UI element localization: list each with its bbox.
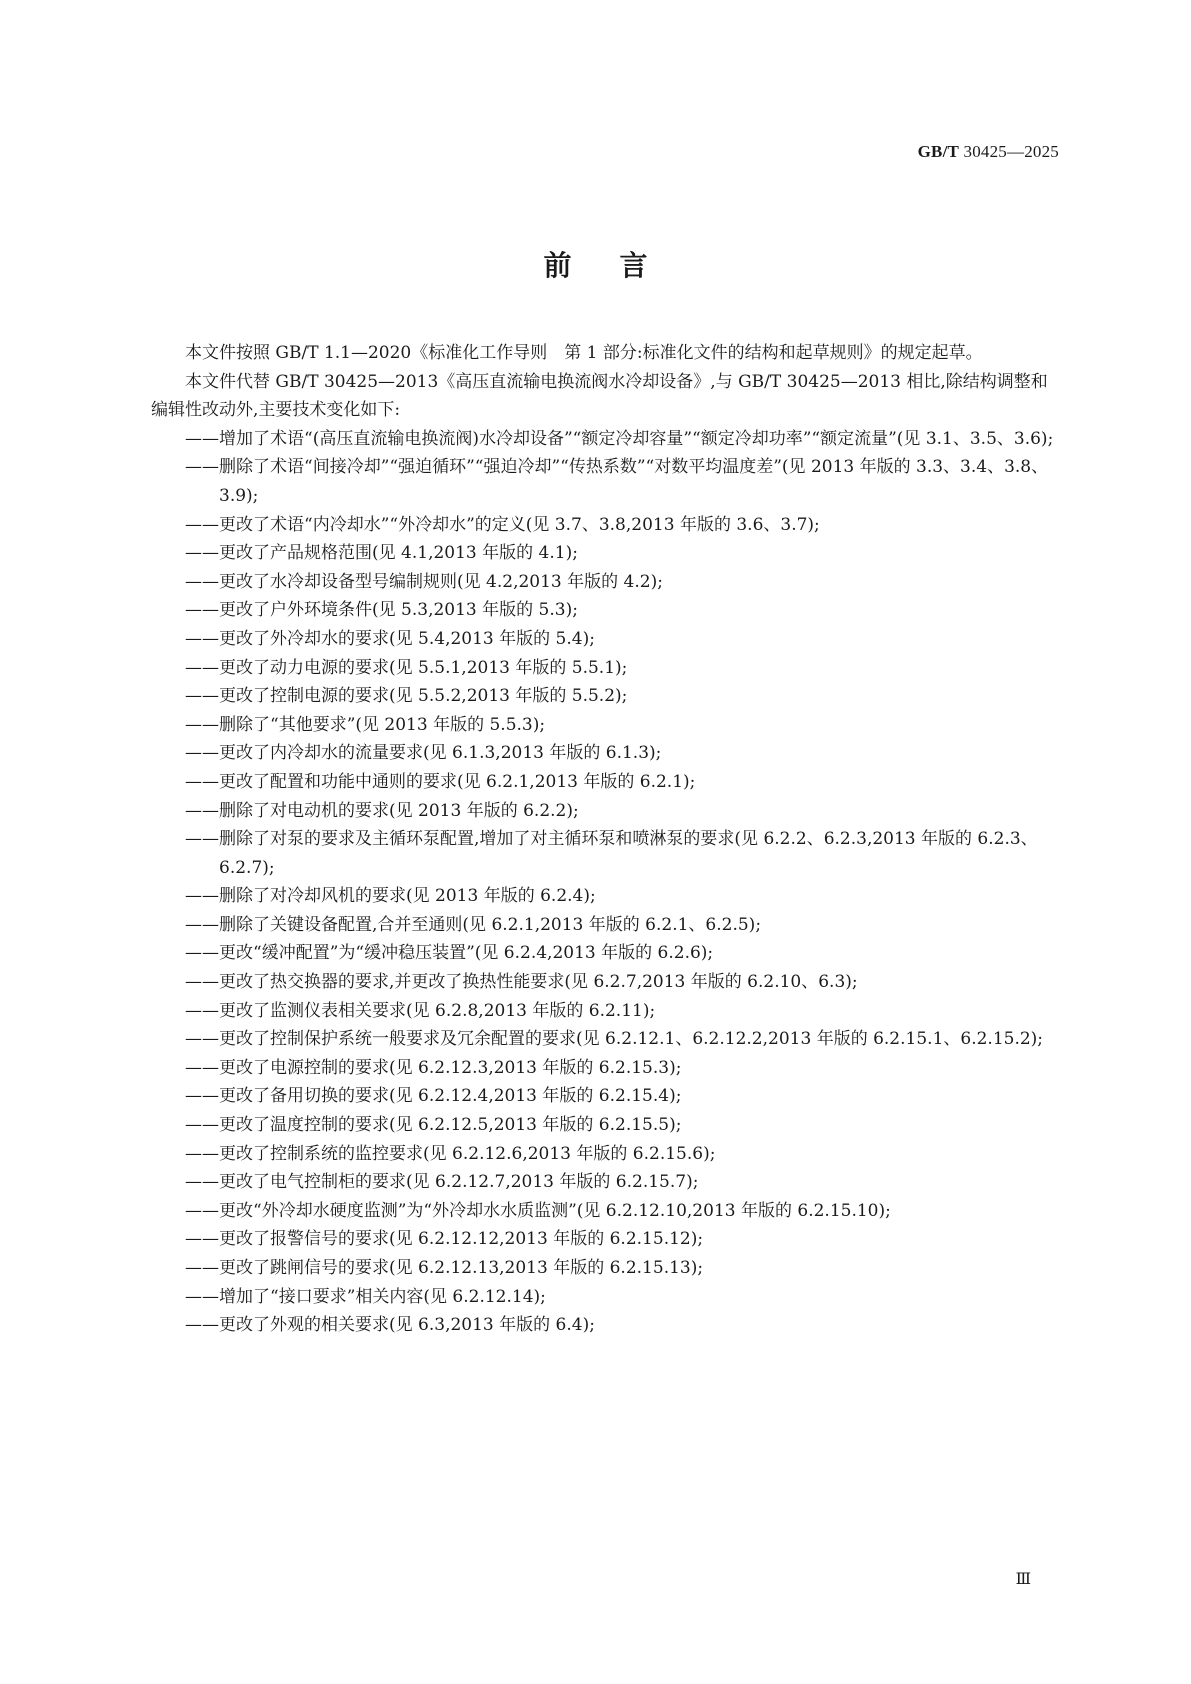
list-item: ——更改“缓冲配置”为“缓冲稳压装置”(见 6.2.4,2013 年版的 6.2.6); [185,943,714,964]
list-item: ——更改了跳闸信号的要求(见 6.2.12.13,2013 年版的 6.2.15.13); [185,1258,704,1278]
list-item: ——删除了关键设备配置,合并至通则(见 6.2.1,2013 年版的 6.2.1、6.2.5); [185,914,762,935]
change-list [185,425,1061,1340]
list-item: ——更改了术语“内冷却水”“外冷却水”的定义(见 3.7、3.8,2013 年版的 3.6、3.7); [185,514,820,535]
list-item: ——更改了控制系统的监控要求(见 6.2.12.6,2013 年版的 6.2.15.6); [185,1143,716,1164]
list-item: ——更改了动力电源的要求(见 5.5.1,2013 年版的 5.5.1); [185,657,628,678]
paragraph-drafting-rules: 本文件按照 GB/T 1.1—2020《标准化工作导则 第 1 部分:标准化文件的结构和起草规则》的规定起草。 [185,343,983,363]
list-item: ——更改了温度控制的要求(见 6.2.12.5,2013 年版的 6.2.15.5); [185,1115,682,1136]
list-item: ——更改了监测仪表相关要求(见 6.2.8,2013 年版的 6.2.11); [185,1000,656,1021]
list-item: ——删除了对电动机的要求(见 2013 年版的 6.2.2); [185,800,579,821]
list-item: ——删除了对泵的要求及主循环泵配置,增加了对主循环泵和喷淋泵的要求(见 6.2.2、6.2.3,2013 年版的 6.2.3、6.2.7); [185,829,1038,878]
list-item: ——更改了外观的相关要求(见 6.3,2013 年版的 6.4); [185,1315,595,1336]
list-item: ——更改了控制电源的要求(见 5.5.2,2013 年版的 5.5.2); [185,686,628,707]
list-item: ——删除了术语“间接冷却”“强迫循环”“强迫冷却”“传热系数”“对数平均温度差”(见 2013 年版的 3.3、3.4、3.8、3.9); [185,457,1049,506]
paragraph-replacement: 本文件代替 GB/T 30425—2013《高压直流输电换流阀水冷却设备》,与 GB/T 30425—2013 相比,除结构调整和编辑性改动外,主要技术变化如下: [151,371,1048,421]
list-item: ——增加了“接口要求”相关内容(见 6.2.12.14); [185,1286,546,1307]
list-item: ——更改了电源控制的要求(见 6.2.12.3,2013 年版的 6.2.15.3); [185,1057,682,1078]
list-item: ——更改了配置和功能中通则的要求(见 6.2.1,2013 年版的 6.2.1); [185,771,696,792]
standard-number [918,142,1059,162]
list-item: ——更改“外冷却水硬度监测”为“外冷却水水质监测”(见 6.2.12.10,2013 年版的 6.2.15.10); [185,1200,891,1221]
document-body [151,339,1061,1340]
list-item: ——更改了户外环境条件(见 5.3,2013 年版的 5.3); [185,600,578,621]
list-item: ——更改了水冷却设备型号编制规则(见 4.2,2013 年版的 4.2); [185,571,663,592]
page-number: Ⅲ [1015,1571,1031,1588]
list-item: ——增加了术语“(高压直流输电换流阀)水冷却设备”“额定冷却容量”“额定冷却功率”“额定流量”(见 3.1、3.5、3.6); [185,428,1054,449]
list-item: ——更改了外冷却水的要求(见 5.4,2013 年版的 5.4); [185,628,595,649]
list-item: ——删除了对冷却风机的要求(见 2013 年版的 6.2.4); [185,886,596,907]
list-item: ——更改了电气控制柜的要求(见 6.2.12.7,2013 年版的 6.2.15.7); [185,1172,699,1193]
page-title: 前言 [543,249,696,282]
list-item: ——删除了“其他要求”(见 2013 年版的 5.5.3); [185,714,546,735]
list-item: ——更改了热交换器的要求,并更改了换热性能要求(见 6.2.7,2013 年版的 6.2.10、6.3); [185,972,858,993]
list-item: ——更改了报警信号的要求(见 6.2.12.12,2013 年版的 6.2.15.12); [185,1229,704,1250]
standard-prefix: GB/T [917,142,960,161]
list-item: ——更改了内冷却水的流量要求(见 6.1.3,2013 年版的 6.1.3); [185,743,662,764]
standard-code: 30425—2025 [959,142,1059,161]
intro-paragraphs [151,339,1061,425]
list-item: ——更改了备用切换的要求(见 6.2.12.4,2013 年版的 6.2.15.4); [185,1086,682,1107]
list-item: ——更改了控制保护系统一般要求及冗余配置的要求(见 6.2.12.1、6.2.12.2,2013 年版的 6.2.15.1、6.2.15.2); [185,1029,1044,1050]
list-item: ——更改了产品规格范围(见 4.1,2013 年版的 4.1); [185,543,578,564]
